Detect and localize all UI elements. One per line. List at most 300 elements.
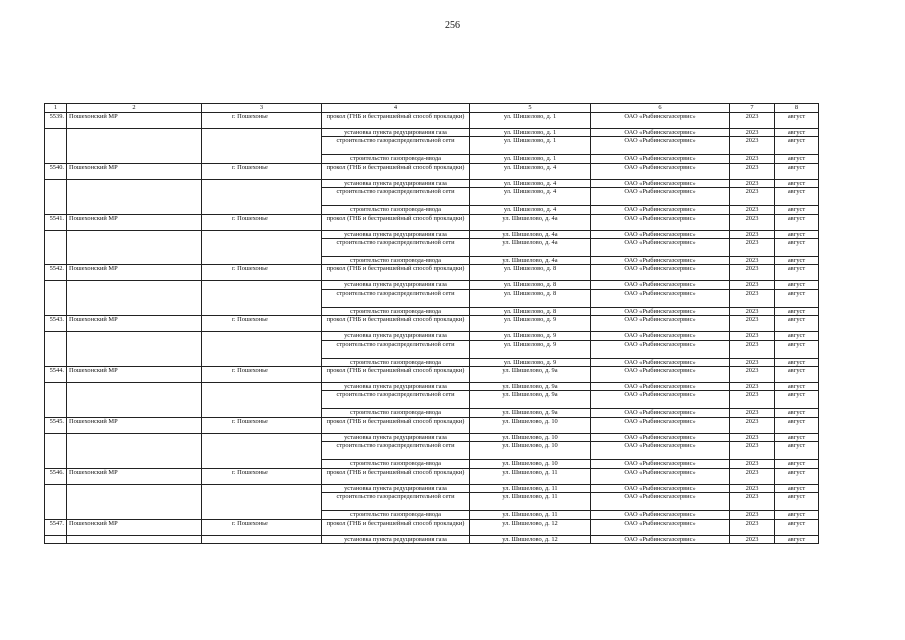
address: ул. Шишелово, д. 4 bbox=[470, 179, 591, 187]
work-type: строительство газопровода-ввода bbox=[322, 307, 470, 315]
month: август bbox=[775, 239, 819, 257]
month: август bbox=[775, 391, 819, 409]
municipal-district-cont bbox=[67, 391, 202, 409]
municipal-district-cont bbox=[67, 484, 202, 492]
month: август bbox=[775, 511, 819, 519]
row-number: 5545. bbox=[45, 417, 67, 433]
organization: ОАО «Рыбинскгазсервис» bbox=[591, 129, 730, 137]
municipal-district: Пошехонский МР bbox=[67, 367, 202, 383]
organization: ОАО «Рыбинскгазсервис» bbox=[591, 265, 730, 281]
work-type: строительство газопровода-ввода bbox=[322, 511, 470, 519]
settlement: г. Пошехонье bbox=[202, 367, 322, 383]
work-type: установка пункта редуцирования газа bbox=[322, 129, 470, 137]
row-number-cont bbox=[45, 409, 67, 417]
year: 2023 bbox=[730, 468, 775, 484]
settlement: г. Пошехонье bbox=[202, 316, 322, 332]
address: ул. Шишелово, д. 4 bbox=[470, 188, 591, 206]
gasification-table bbox=[44, 103, 819, 544]
row-number-cont bbox=[45, 358, 67, 366]
row-number-cont bbox=[45, 383, 67, 391]
organization: ОАО «Рыбинскгазсервис» bbox=[591, 417, 730, 433]
year: 2023 bbox=[730, 340, 775, 358]
row-number: 5546. bbox=[45, 468, 67, 484]
organization: ОАО «Рыбинскгазсервис» bbox=[591, 289, 730, 307]
settlement-cont bbox=[202, 358, 322, 366]
year: 2023 bbox=[730, 316, 775, 332]
municipal-district: Пошехонский МР bbox=[67, 468, 202, 484]
work-type: установка пункта редуцирования газа bbox=[322, 281, 470, 289]
row-number-cont bbox=[45, 460, 67, 468]
organization: ОАО «Рыбинскгазсервис» bbox=[591, 137, 730, 155]
organization: ОАО «Рыбинскгазсервис» bbox=[591, 155, 730, 163]
year: 2023 bbox=[730, 484, 775, 492]
table-row bbox=[45, 316, 819, 332]
work-type: установка пункта редуцирования газа bbox=[322, 433, 470, 441]
work-type: строительство газопровода-ввода bbox=[322, 409, 470, 417]
table-row bbox=[45, 340, 819, 358]
municipal-district-cont bbox=[67, 281, 202, 289]
organization: ОАО «Рыбинскгазсервис» bbox=[591, 316, 730, 332]
table-row bbox=[45, 460, 819, 468]
organization: ОАО «Рыбинскгазсервис» bbox=[591, 535, 730, 543]
address: ул. Шишелово, д. 4а bbox=[470, 239, 591, 257]
row-number-cont bbox=[45, 535, 67, 543]
organization: ОАО «Рыбинскгазсервис» bbox=[591, 239, 730, 257]
month: август bbox=[775, 433, 819, 441]
row-number: 5543. bbox=[45, 316, 67, 332]
address: ул. Шишелово, д. 9а bbox=[470, 367, 591, 383]
row-number-cont bbox=[45, 433, 67, 441]
municipal-district-cont bbox=[67, 442, 202, 460]
month: август bbox=[775, 442, 819, 460]
row-number-cont bbox=[45, 230, 67, 238]
table-row bbox=[45, 484, 819, 492]
municipal-district-cont bbox=[67, 239, 202, 257]
row-number-cont bbox=[45, 155, 67, 163]
month: август bbox=[775, 409, 819, 417]
municipal-district-cont bbox=[67, 358, 202, 366]
year: 2023 bbox=[730, 442, 775, 460]
month: август bbox=[775, 214, 819, 230]
address: ул. Шишелово, д. 10 bbox=[470, 442, 591, 460]
year: 2023 bbox=[730, 214, 775, 230]
municipal-district-cont bbox=[67, 155, 202, 163]
address: ул. Шишелово, д. 4а bbox=[470, 214, 591, 230]
settlement-cont bbox=[202, 206, 322, 214]
municipal-district-cont bbox=[67, 383, 202, 391]
municipal-district: Пошехонский МР bbox=[67, 417, 202, 433]
year: 2023 bbox=[730, 433, 775, 441]
row-number-cont bbox=[45, 188, 67, 206]
work-type: прокол (ГНБ и бестраншейный способ прокладки) bbox=[322, 316, 470, 332]
row-number: 5547. bbox=[45, 519, 67, 535]
address: ул. Шишелово, д. 10 bbox=[470, 433, 591, 441]
row-number-cont bbox=[45, 239, 67, 257]
table-row bbox=[45, 332, 819, 340]
organization: ОАО «Рыбинскгазсервис» bbox=[591, 163, 730, 179]
work-type: установка пункта редуцирования газа bbox=[322, 230, 470, 238]
settlement-cont bbox=[202, 230, 322, 238]
row-number-cont bbox=[45, 281, 67, 289]
row-number: 5539. bbox=[45, 113, 67, 129]
address: ул. Шишелово, д. 9 bbox=[470, 340, 591, 358]
work-type: прокол (ГНБ и бестраншейный способ прокладки) bbox=[322, 519, 470, 535]
header-col-4: 4 bbox=[322, 104, 470, 113]
work-type: строительство газораспределительной сети bbox=[322, 340, 470, 358]
row-number-cont bbox=[45, 137, 67, 155]
year: 2023 bbox=[730, 519, 775, 535]
municipal-district-cont bbox=[67, 433, 202, 441]
table-row bbox=[45, 417, 819, 433]
year: 2023 bbox=[730, 307, 775, 315]
work-type: установка пункта редуцирования газа bbox=[322, 535, 470, 543]
address: ул. Шишелово, д. 8 bbox=[470, 289, 591, 307]
address: ул. Шишелово, д. 11 bbox=[470, 484, 591, 492]
municipal-district-cont bbox=[67, 535, 202, 543]
month: август bbox=[775, 265, 819, 281]
work-type: строительство газораспределительной сети bbox=[322, 442, 470, 460]
address: ул. Шишелово, д. 9 bbox=[470, 358, 591, 366]
organization: ОАО «Рыбинскгазсервис» bbox=[591, 230, 730, 238]
year: 2023 bbox=[730, 206, 775, 214]
settlement: г. Пошехонье bbox=[202, 163, 322, 179]
address: ул. Шишелово, д. 1 bbox=[470, 137, 591, 155]
month: август bbox=[775, 206, 819, 214]
work-type: строительство газораспределительной сети bbox=[322, 391, 470, 409]
row-number-cont bbox=[45, 307, 67, 315]
work-type: прокол (ГНБ и бестраншейный способ прокладки) bbox=[322, 265, 470, 281]
organization: ОАО «Рыбинскгазсервис» bbox=[591, 340, 730, 358]
settlement-cont bbox=[202, 391, 322, 409]
municipal-district: Пошехонский МР bbox=[67, 113, 202, 129]
municipal-district-cont bbox=[67, 409, 202, 417]
row-number: 5540. bbox=[45, 163, 67, 179]
work-type: строительство газопровода-ввода bbox=[322, 206, 470, 214]
municipal-district-cont bbox=[67, 137, 202, 155]
month: август bbox=[775, 188, 819, 206]
municipal-district-cont bbox=[67, 511, 202, 519]
table-row bbox=[45, 493, 819, 511]
work-type: прокол (ГНБ и бестраншейный способ прокладки) bbox=[322, 417, 470, 433]
settlement-cont bbox=[202, 460, 322, 468]
municipal-district-cont bbox=[67, 332, 202, 340]
row-number-cont bbox=[45, 391, 67, 409]
row-number: 5542. bbox=[45, 265, 67, 281]
month: август bbox=[775, 519, 819, 535]
year: 2023 bbox=[730, 281, 775, 289]
year: 2023 bbox=[730, 535, 775, 543]
municipal-district: Пошехонский МР bbox=[67, 265, 202, 281]
year: 2023 bbox=[730, 289, 775, 307]
municipal-district-cont bbox=[67, 257, 202, 265]
month: август bbox=[775, 129, 819, 137]
table-row bbox=[45, 155, 819, 163]
month: август bbox=[775, 316, 819, 332]
address: ул. Шишелово, д. 1 bbox=[470, 129, 591, 137]
table-row bbox=[45, 409, 819, 417]
year: 2023 bbox=[730, 188, 775, 206]
row-number-cont bbox=[45, 206, 67, 214]
work-type: прокол (ГНБ и бестраншейный способ прокладки) bbox=[322, 214, 470, 230]
organization: ОАО «Рыбинскгазсервис» bbox=[591, 468, 730, 484]
settlement: г. Пошехонье bbox=[202, 417, 322, 433]
year: 2023 bbox=[730, 129, 775, 137]
year: 2023 bbox=[730, 417, 775, 433]
row-number-cont bbox=[45, 257, 67, 265]
month: август bbox=[775, 289, 819, 307]
settlement-cont bbox=[202, 511, 322, 519]
month: август bbox=[775, 340, 819, 358]
organization: ОАО «Рыбинскгазсервис» bbox=[591, 179, 730, 187]
organization: ОАО «Рыбинскгазсервис» bbox=[591, 484, 730, 492]
table-row bbox=[45, 239, 819, 257]
address: ул. Шишелово, д. 4 bbox=[470, 163, 591, 179]
settlement-cont bbox=[202, 289, 322, 307]
municipal-district-cont bbox=[67, 129, 202, 137]
table-row bbox=[45, 433, 819, 441]
address: ул. Шишелово, д. 8 bbox=[470, 307, 591, 315]
table-row bbox=[45, 358, 819, 366]
table-row bbox=[45, 163, 819, 179]
header-row bbox=[45, 104, 819, 113]
table-row bbox=[45, 137, 819, 155]
work-type: строительство газопровода-ввода bbox=[322, 358, 470, 366]
header-col-1: 1 bbox=[45, 104, 67, 113]
work-type: прокол (ГНБ и бестраншейный способ прокладки) bbox=[322, 468, 470, 484]
month: август bbox=[775, 137, 819, 155]
table-row bbox=[45, 113, 819, 129]
work-type: строительство газопровода-ввода bbox=[322, 257, 470, 265]
municipal-district-cont bbox=[67, 206, 202, 214]
address: ул. Шишелово, д. 8 bbox=[470, 265, 591, 281]
table-row bbox=[45, 206, 819, 214]
work-type: прокол (ГНБ и бестраншейный способ прокладки) bbox=[322, 113, 470, 129]
address: ул. Шишелово, д. 11 bbox=[470, 511, 591, 519]
month: август bbox=[775, 460, 819, 468]
month: август bbox=[775, 383, 819, 391]
table-row bbox=[45, 519, 819, 535]
table-row bbox=[45, 214, 819, 230]
year: 2023 bbox=[730, 409, 775, 417]
table-row bbox=[45, 230, 819, 238]
address: ул. Шишелово, д. 1 bbox=[470, 155, 591, 163]
settlement-cont bbox=[202, 137, 322, 155]
work-type: установка пункта редуцирования газа bbox=[322, 332, 470, 340]
settlement: г. Пошехонье bbox=[202, 214, 322, 230]
municipal-district-cont bbox=[67, 179, 202, 187]
organization: ОАО «Рыбинскгазсервис» bbox=[591, 257, 730, 265]
settlement-cont bbox=[202, 383, 322, 391]
settlement: г. Пошехонье bbox=[202, 519, 322, 535]
organization: ОАО «Рыбинскгазсервис» bbox=[591, 214, 730, 230]
header-col-2: 2 bbox=[67, 104, 202, 113]
municipal-district-cont bbox=[67, 230, 202, 238]
settlement-cont bbox=[202, 257, 322, 265]
table-row bbox=[45, 179, 819, 187]
year: 2023 bbox=[730, 265, 775, 281]
row-number: 5544. bbox=[45, 367, 67, 383]
settlement-cont bbox=[202, 535, 322, 543]
address: ул. Шишелово, д. 4а bbox=[470, 230, 591, 238]
municipal-district-cont bbox=[67, 307, 202, 315]
year: 2023 bbox=[730, 358, 775, 366]
work-type: строительство газопровода-ввода bbox=[322, 155, 470, 163]
table-row bbox=[45, 265, 819, 281]
work-type: строительство газораспределительной сети bbox=[322, 493, 470, 511]
year: 2023 bbox=[730, 155, 775, 163]
municipal-district-cont bbox=[67, 493, 202, 511]
table-row bbox=[45, 188, 819, 206]
address: ул. Шишелово, д. 12 bbox=[470, 535, 591, 543]
settlement-cont bbox=[202, 179, 322, 187]
organization: ОАО «Рыбинскгазсервис» bbox=[591, 383, 730, 391]
row-number-cont bbox=[45, 289, 67, 307]
work-type: установка пункта редуцирования газа bbox=[322, 383, 470, 391]
address: ул. Шишелово, д. 9а bbox=[470, 409, 591, 417]
organization: ОАО «Рыбинскгазсервис» bbox=[591, 511, 730, 519]
municipal-district-cont bbox=[67, 289, 202, 307]
settlement-cont bbox=[202, 340, 322, 358]
table-row bbox=[45, 383, 819, 391]
month: август bbox=[775, 113, 819, 129]
month: август bbox=[775, 468, 819, 484]
year: 2023 bbox=[730, 113, 775, 129]
work-type: прокол (ГНБ и бестраншейный способ прокладки) bbox=[322, 163, 470, 179]
year: 2023 bbox=[730, 239, 775, 257]
year: 2023 bbox=[730, 332, 775, 340]
work-type: прокол (ГНБ и бестраншейный способ прокладки) bbox=[322, 367, 470, 383]
settlement: г. Пошехонье bbox=[202, 468, 322, 484]
row-number-cont bbox=[45, 442, 67, 460]
year: 2023 bbox=[730, 367, 775, 383]
organization: ОАО «Рыбинскгазсервис» bbox=[591, 442, 730, 460]
year: 2023 bbox=[730, 511, 775, 519]
year: 2023 bbox=[730, 391, 775, 409]
month: август bbox=[775, 358, 819, 366]
month: август bbox=[775, 332, 819, 340]
year: 2023 bbox=[730, 230, 775, 238]
table-row bbox=[45, 289, 819, 307]
month: август bbox=[775, 163, 819, 179]
month: август bbox=[775, 367, 819, 383]
settlement-cont bbox=[202, 409, 322, 417]
settlement: г. Пошехонье bbox=[202, 113, 322, 129]
organization: ОАО «Рыбинскгазсервис» bbox=[591, 460, 730, 468]
table-row bbox=[45, 442, 819, 460]
organization: ОАО «Рыбинскгазсервис» bbox=[591, 367, 730, 383]
settlement-cont bbox=[202, 239, 322, 257]
work-type: строительство газопровода-ввода bbox=[322, 460, 470, 468]
work-type: строительство газораспределительной сети bbox=[322, 137, 470, 155]
organization: ОАО «Рыбинскгазсервис» bbox=[591, 206, 730, 214]
municipal-district-cont bbox=[67, 188, 202, 206]
municipal-district: Пошехонский МР bbox=[67, 316, 202, 332]
address: ул. Шишелово, д. 10 bbox=[470, 460, 591, 468]
address: ул. Шишелово, д. 9а bbox=[470, 383, 591, 391]
month: август bbox=[775, 179, 819, 187]
table-row bbox=[45, 511, 819, 519]
year: 2023 bbox=[730, 383, 775, 391]
address: ул. Шишелово, д. 9а bbox=[470, 391, 591, 409]
organization: ОАО «Рыбинскгазсервис» bbox=[591, 358, 730, 366]
row-number-cont bbox=[45, 340, 67, 358]
address: ул. Шишелово, д. 9 bbox=[470, 316, 591, 332]
table-body bbox=[45, 113, 819, 544]
settlement-cont bbox=[202, 484, 322, 492]
settlement-cont bbox=[202, 155, 322, 163]
organization: ОАО «Рыбинскгазсервис» bbox=[591, 519, 730, 535]
work-type: установка пункта редуцирования газа bbox=[322, 484, 470, 492]
organization: ОАО «Рыбинскгазсервис» bbox=[591, 332, 730, 340]
organization: ОАО «Рыбинскгазсервис» bbox=[591, 307, 730, 315]
row-number-cont bbox=[45, 484, 67, 492]
year: 2023 bbox=[730, 179, 775, 187]
table-row bbox=[45, 281, 819, 289]
month: август bbox=[775, 155, 819, 163]
month: август bbox=[775, 484, 819, 492]
settlement-cont bbox=[202, 188, 322, 206]
row-number: 5541. bbox=[45, 214, 67, 230]
month: август bbox=[775, 535, 819, 543]
month: август bbox=[775, 417, 819, 433]
address: ул. Шишелово, д. 12 bbox=[470, 519, 591, 535]
year: 2023 bbox=[730, 493, 775, 511]
row-number-cont bbox=[45, 493, 67, 511]
address: ул. Шишелово, д. 4а bbox=[470, 257, 591, 265]
settlement-cont bbox=[202, 307, 322, 315]
settlement-cont bbox=[202, 442, 322, 460]
table-row bbox=[45, 367, 819, 383]
table-row bbox=[45, 257, 819, 265]
organization: ОАО «Рыбинскгазсервис» bbox=[591, 391, 730, 409]
address: ул. Шишелово, д. 11 bbox=[470, 468, 591, 484]
header-col-6: 6 bbox=[591, 104, 730, 113]
settlement-cont bbox=[202, 493, 322, 511]
settlement-cont bbox=[202, 281, 322, 289]
header-col-3: 3 bbox=[202, 104, 322, 113]
row-number-cont bbox=[45, 332, 67, 340]
month: август bbox=[775, 230, 819, 238]
address: ул. Шишелово, д. 4 bbox=[470, 206, 591, 214]
work-type: строительство газораспределительной сети bbox=[322, 289, 470, 307]
settlement: г. Пошехонье bbox=[202, 265, 322, 281]
page-number: 256 bbox=[445, 20, 460, 31]
organization: ОАО «Рыбинскгазсервис» bbox=[591, 433, 730, 441]
month: август bbox=[775, 493, 819, 511]
year: 2023 bbox=[730, 163, 775, 179]
municipal-district: Пошехонский МР bbox=[67, 519, 202, 535]
table-row bbox=[45, 391, 819, 409]
address: ул. Шишелово, д. 8 bbox=[470, 281, 591, 289]
settlement-cont bbox=[202, 129, 322, 137]
address: ул. Шишелово, д. 9 bbox=[470, 332, 591, 340]
row-number-cont bbox=[45, 129, 67, 137]
organization: ОАО «Рыбинскгазсервис» bbox=[591, 113, 730, 129]
table-row bbox=[45, 468, 819, 484]
year: 2023 bbox=[730, 460, 775, 468]
month: август bbox=[775, 307, 819, 315]
municipal-district: Пошехонский МР bbox=[67, 163, 202, 179]
organization: ОАО «Рыбинскгазсервис» bbox=[591, 281, 730, 289]
month: август bbox=[775, 281, 819, 289]
header-col-8: 8 bbox=[775, 104, 819, 113]
table-row bbox=[45, 307, 819, 315]
year: 2023 bbox=[730, 137, 775, 155]
address: ул. Шишелово, д. 10 bbox=[470, 417, 591, 433]
header-col-7: 7 bbox=[730, 104, 775, 113]
work-type: строительство газораспределительной сети bbox=[322, 239, 470, 257]
organization: ОАО «Рыбинскгазсервис» bbox=[591, 409, 730, 417]
